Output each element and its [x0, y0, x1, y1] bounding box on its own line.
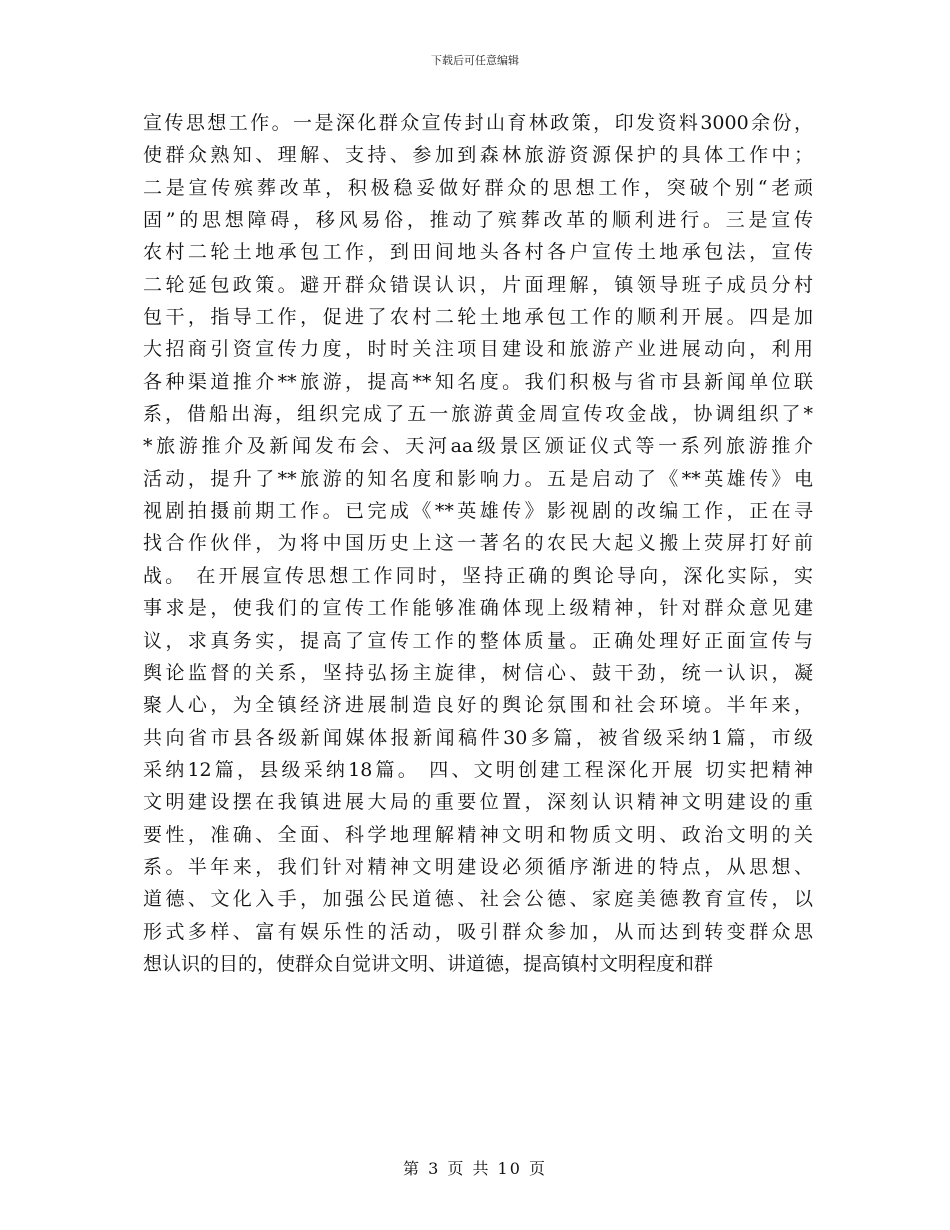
body-line-15: 战。 在开展宣传思想工作同时，坚持正确的舆论导向，深化实际，实: [143, 564, 813, 587]
page-number-footer: 第 3 页 共 10 页: [403, 1159, 547, 1178]
body-line-23: 要性，准确、全面、科学地理解精神文明和物质文明、政治文明的关: [143, 823, 813, 846]
body-line-9: 各种渠道推介**旅游，提高**知名度。我们积极与省市县新闻单位联: [143, 370, 813, 393]
page-header-note: 下载后可任意编辑: [431, 54, 519, 67]
body-line-16: 事求是，使我们的宣传工作能够准确体现上级精神，针对群众意见建: [143, 597, 813, 620]
body-line-21: 采纳12篇，县级采纳18篇。 四、文明创建工程深化开展 切实把精神: [143, 758, 813, 781]
body-line-13: 视剧拍摄前期工作。已完成《**英雄传》影视剧的改编工作，正在寻: [143, 500, 813, 523]
body-line-18: 舆论监督的关系，坚持弘扬主旋律，树信心、鼓干劲，统一认识，凝: [143, 661, 813, 684]
body-line-20: 共向省市县各级新闻媒体报新闻稿件30多篇，被省级采纳1篇，市级: [143, 726, 813, 749]
body-line-11: *旅游推介及新闻发布会、天河aa级景区颁证仪式等一系列旅游推介: [143, 435, 813, 458]
body-line-3: 二是宣传殡葬改革，积极稳妥做好群众的思想工作，突破个别“老顽: [143, 176, 813, 199]
body-line-5: 农村二轮土地承包工作，到田间地头各村各户宣传土地承包法，宣传: [143, 241, 813, 264]
body-line-7: 包干，指导工作，促进了农村二轮土地承包工作的顺利开展。四是加: [143, 306, 813, 329]
body-line-22: 文明建设摆在我镇进展大局的重要位置，深刻认识精神文明建设的重: [143, 791, 813, 814]
body-line-27: 想认识的目的，使群众自觉讲文明、讲道德，提高镇村文明程度和群: [143, 952, 714, 975]
body-line-8: 大招商引资宣传力度，时时关注项目建设和旅游产业进展动向，利用: [143, 338, 813, 361]
body-line-26: 形式多样、富有娱乐性的活动，吸引群众参加，从而达到转变群众思: [143, 920, 813, 943]
body-line-14: 找合作伙伴，为将中国历史上这一著名的农民大起义搬上荧屏打好前: [143, 532, 813, 555]
body-line-19: 聚人心，为全镇经济进展制造良好的舆论氛围和社会环境。半年来，: [143, 694, 813, 717]
body-line-17: 议，求真务实，提高了宣传工作的整体质量。正确处理好正面宣传与: [143, 629, 813, 652]
body-line-4: 固”的思想障碍，移风易俗，推动了殡葬改革的顺利进行。三是宣传: [143, 209, 813, 232]
body-line-12: 活动，提升了**旅游的知名度和影响力。五是启动了《**英雄传》电: [143, 467, 813, 490]
body-line-25: 道德、文化入手，加强公民道德、社会公德、家庭美德教育宣传，以: [143, 888, 813, 911]
document-body: [143, 107, 813, 980]
body-line-6: 二轮延包政策。避开群众错误认识，片面理解，镇领导班子成员分村: [143, 273, 813, 296]
body-line-2: 使群众熟知、理解、支持、参加到森林旅游资源保护的具体工作中；: [143, 144, 813, 167]
body-line-24: 系。半年来，我们针对精神文明建设必须循序渐进的特点，从思想、: [143, 855, 813, 878]
body-line-10: 系，借船出海，组织完成了五一旅游黄金周宣传攻金战，协调组织了*: [143, 403, 813, 426]
body-line-1: 宣传思想工作。一是深化群众宣传封山育林政策，印发资料3000余份，: [143, 112, 813, 134]
